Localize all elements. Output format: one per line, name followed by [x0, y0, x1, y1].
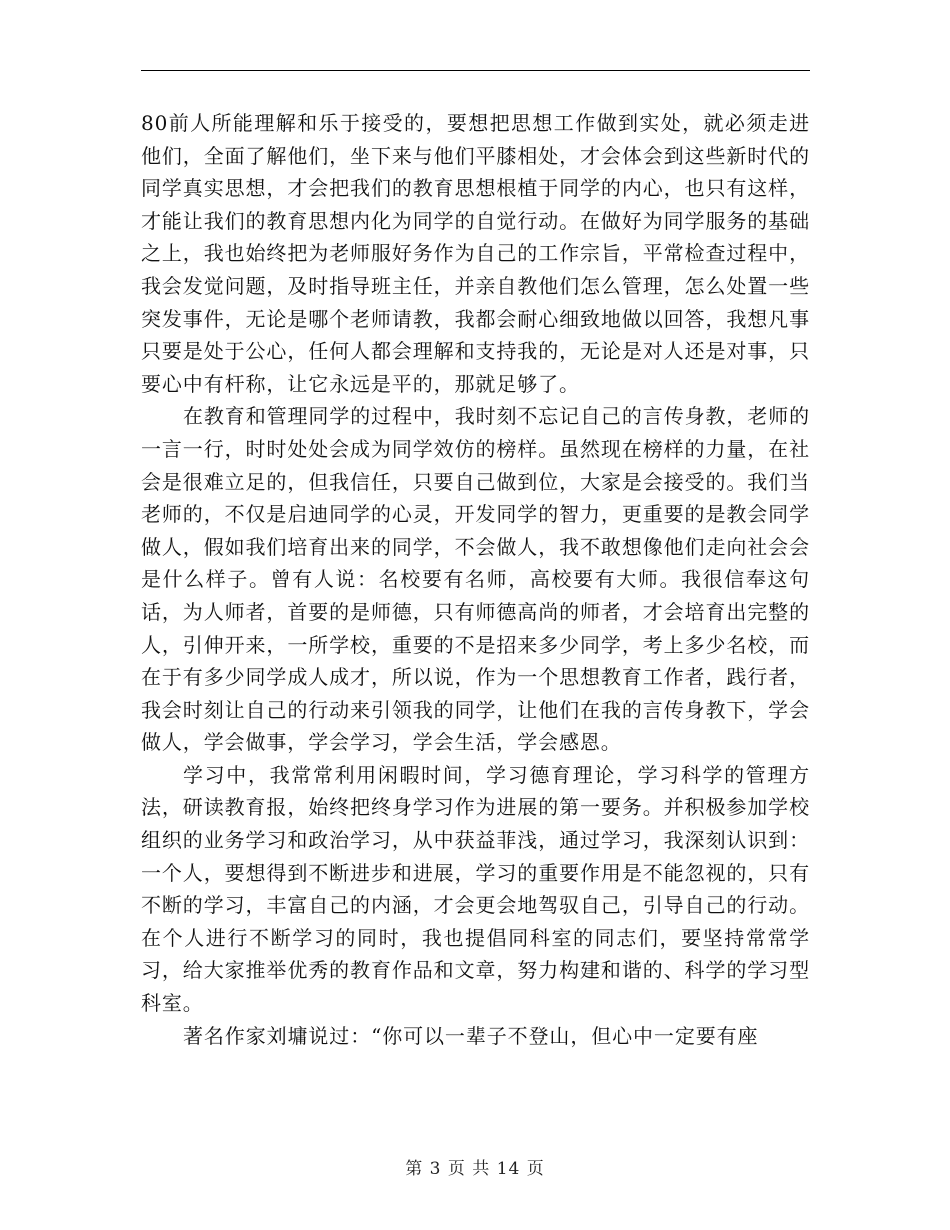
- paragraph-3: 学习中，我常常利用闲暇时间，学习德育理论，学习科学的管理方法，研读教育报，始终把终身学习作为进展的第一要务。并积极参加学校组织的业务学习和政治学习，从中获益菲浅，通过学习，我深刻认识到：一个人，要想得到不断进步和进展，学习的重要作用是不能忽视的，只有不断的学习，丰富自己的内涵，才会更会地驾驭自己，引导自己的行动。在个人进行不断学习的同时，我也提倡同科室的同志们，要坚持常常学习，给大家推举优秀的教育作品和文章，努力构建和谐的、科学的学习型科室。: [141, 762, 810, 1016]
- header-rule: [141, 70, 810, 71]
- paragraph-4: 著名作家刘墉说过：“你可以一辈子不登山，但心中一定要有座: [183, 1023, 759, 1048]
- paragraph-1: 80前人所能理解和乐于接受的，要想把思想工作做到实处，就必须走进他们，全面了解他们，坐下来与他们平膝相处，才会体会到这些新时代的同学真实思想，才会把我们的教育思想根植于同学的内心，也只有这样，才能让我们的教育思想内化为同学的自觉行动。在做好为同学服务的基础之上，我也始终把为老师服好务作为自己的工作宗旨，平常检查过程中，我会发觉问题，及时指导班主任，并亲自教他们怎么管理，怎么处置一些突发事件，无论是哪个老师请教，我都会耐心细致地做以回答，我想凡事只要是处于公心，任何人都会理解和支持我的，无论是对人还是对事，只要心中有杆称，让它永远是平的，那就足够了。: [141, 111, 810, 396]
- body-text: [141, 107, 810, 1052]
- paragraph-2: 在教育和管理同学的过程中，我时刻不忘记自己的言传身教，老师的一言一行，时时处处会成为同学效仿的榜样。虽然现在榜样的力量，在社会是很难立足的，但我信任，只要自己做到位，大家是会接受的。我们当老师的，不仅是启迪同学的心灵，开发同学的智力，更重要的是教会同学做人，假如我们培育出来的同学，不会做人，我不敢想像他们走向社会会是什么样子。曾有人说：名校要有名师，高校要有大师。我很信奉这句话，为人师者，首要的是师德，只有师德高尚的师者，才会培育出完整的人，引伸开来，一所学校，重要的不是招来多少同学，考上多少名校，而在于有多少同学成人成才，所以说，作为一个思想教育工作者，践行者，我会时刻让自己的行动来引领我的同学，让他们在我的言传身教下，学会做人，学会做事，学会学习，学会生活，学会感恩。: [141, 404, 810, 755]
- page-number-footer: 第 3 页 共 14 页: [405, 1159, 545, 1179]
